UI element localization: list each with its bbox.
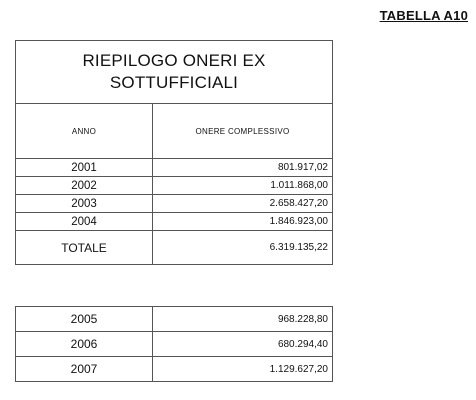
amount-cell: 801.917,02 [153,159,333,177]
total-row [16,231,333,265]
year-cell: 2002 [16,177,153,195]
continuation-table [15,306,333,382]
amount-cell: 680.294,40 [153,332,333,357]
total-amount: 6.319.135,22 [153,231,333,265]
amount-cell: 1.846.923,00 [153,213,333,231]
table-row [16,307,333,332]
year-header: ANNO [16,104,153,159]
total-label: TOTALE [16,231,153,265]
year-cell: 2003 [16,195,153,213]
year-cell: 2006 [16,332,153,357]
table-row [16,195,333,213]
table-row [16,332,333,357]
table-title-line2: SOTTUFFICIALI [109,73,239,92]
table-title-line1: RIEPILOGO ONERI EX [82,51,266,70]
year-cell: 2007 [16,357,153,382]
table-tag: TABELLA A10 [379,8,468,23]
amount-cell: 2.658.427,20 [153,195,333,213]
summary-table [15,40,333,265]
amount-cell: 1.129.627,20 [153,357,333,382]
table-title [16,41,333,104]
table-row [16,213,333,231]
year-cell: 2001 [16,159,153,177]
table-row [16,357,333,382]
amount-cell: 1.011.868,00 [153,177,333,195]
amount-cell: 968.228,80 [153,307,333,332]
amount-header: ONERE COMPLESSIVO [153,104,333,159]
table-row [16,159,333,177]
table-row [16,177,333,195]
year-cell: 2004 [16,213,153,231]
year-cell: 2005 [16,307,153,332]
